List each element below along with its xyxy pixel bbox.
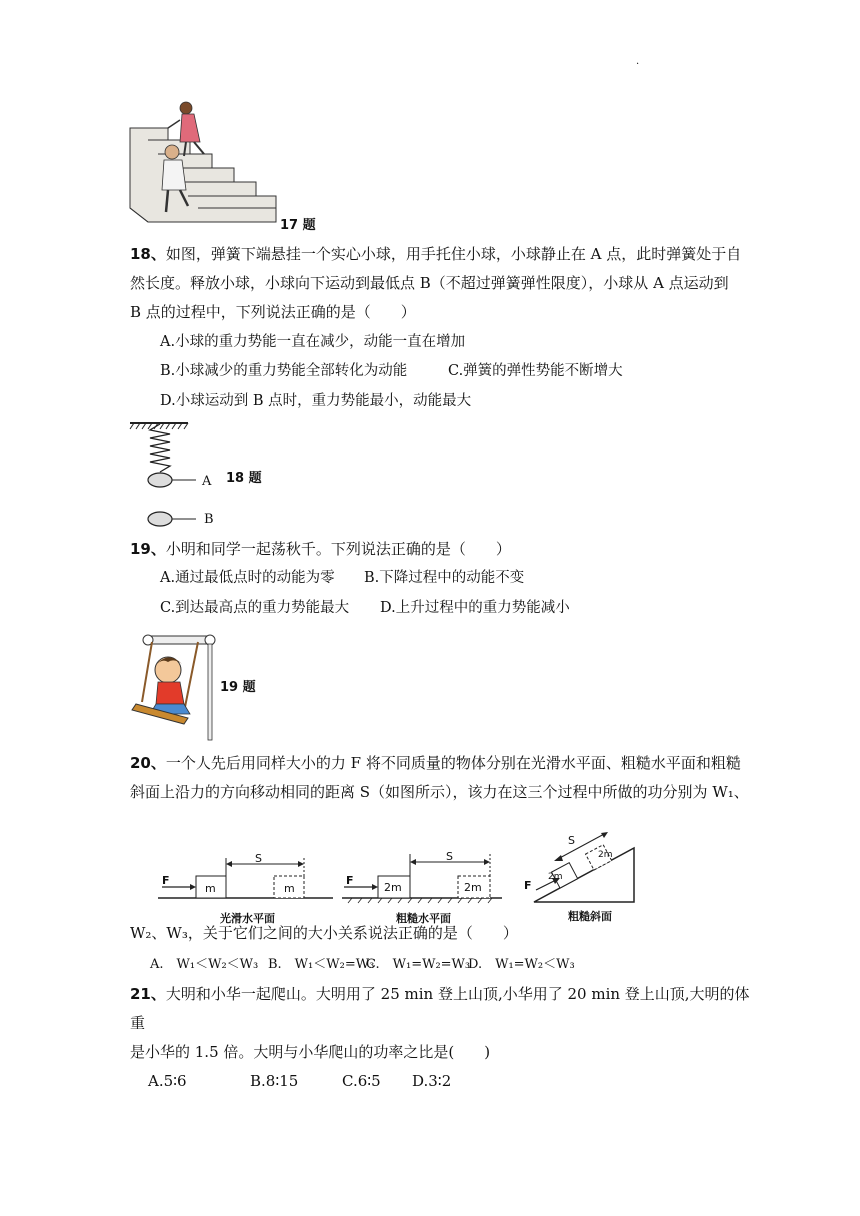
q19-number: 19、 bbox=[130, 540, 166, 558]
q17-staircase-figure bbox=[128, 98, 280, 228]
q20-line-3: W₂、W₃，关于它们之间的大小关系说法正确的是（ ） bbox=[130, 924, 518, 942]
q20-text-1: 一个人先后用同样大小的力 F 将不同质量的物体分别在光滑水平面、粗糙水平面和粗糙 bbox=[165, 754, 741, 772]
q18-number: 18、 bbox=[130, 245, 166, 263]
q20-option-c: C. W₁=W₂=W₃ bbox=[366, 957, 471, 972]
q20-fig2-distance: S bbox=[446, 850, 453, 863]
q20-figure-incline bbox=[520, 820, 640, 910]
q19-option-d: D.上升过程中的重力势能减小 bbox=[380, 600, 570, 616]
q18-option-c: C.弹簧的弹性势能不断增大 bbox=[448, 363, 623, 379]
q19-option-a: A.通过最低点时的动能为零 bbox=[160, 570, 335, 586]
q19-line-1 bbox=[130, 535, 511, 564]
q20-fig3-distance: S bbox=[568, 834, 575, 847]
q21-option-b: B.8∶15 bbox=[250, 1072, 299, 1090]
q18-option-b: B.小球减少的重力势能全部转化为动能 bbox=[160, 363, 408, 379]
q18-line-1 bbox=[130, 240, 741, 269]
spring-icon bbox=[150, 424, 170, 472]
q18-line-3: B 点的过程中，下列说法正确的是（ ） bbox=[130, 303, 416, 321]
page-mark: . bbox=[636, 56, 640, 67]
q19-text-1: 小明和同学一起荡秋千。下列说法正确的是（ ） bbox=[165, 540, 511, 558]
q18-label-b: B bbox=[204, 512, 214, 527]
q20-fig3-mass-start: 2m bbox=[548, 872, 563, 882]
q18-line-2: 然长度。释放小球，小球向下运动到最低点 B（不超过弹簧弹性限度），小球从 A 点运动到 bbox=[130, 274, 729, 292]
ball-icon bbox=[148, 473, 172, 487]
q20-fig1-force: F bbox=[162, 874, 170, 887]
ball-icon bbox=[148, 512, 172, 526]
q20-fig3-label: 粗糙斜面 bbox=[568, 910, 612, 923]
q20-option-d: D. W₁=W₂＜W₃ bbox=[468, 957, 575, 972]
child-icon bbox=[150, 657, 190, 714]
q20-line-1 bbox=[130, 749, 741, 778]
q21-number: 21、 bbox=[130, 985, 166, 1003]
q20-number: 20、 bbox=[130, 754, 166, 772]
q21-option-c: C.6∶5 bbox=[342, 1072, 381, 1090]
q20-line-2: 斜面上沿力的方向移动相同的距离 S（如图所示），该力在这三个过程中所做的功分别为 W₁、 bbox=[130, 783, 749, 801]
q20-fig1-mass-start: m bbox=[205, 882, 216, 895]
q20-option-b: B. W₁＜W₂=W₃ bbox=[268, 957, 375, 972]
q21-line-3: 是小华的 1.5 倍。大明与小华爬山的功率之比是( ) bbox=[130, 1043, 491, 1061]
q20-option-a: A. W₁＜W₂＜W₃ bbox=[150, 957, 259, 972]
q20-fig1-distance: S bbox=[255, 852, 262, 865]
q18-label-a: A bbox=[202, 474, 212, 489]
q20-fig3-mass-end: 2m bbox=[598, 850, 613, 860]
q18-option-d: D.小球运动到 B 点时，重力势能最小，动能最大 bbox=[160, 393, 472, 409]
q20-fig1-label: 光滑水平面 bbox=[220, 912, 275, 925]
q20-fig2-mass-start: 2m bbox=[384, 881, 402, 894]
q19-swing-figure bbox=[128, 632, 224, 742]
q18-text-1: 如图，弹簧下端悬挂一个实心小球，用手托住小球，小球静止在 A 点，此时弹簧处于自 bbox=[165, 245, 742, 263]
q20-fig3-force: F bbox=[524, 879, 532, 892]
q17-caption: 17 题 bbox=[280, 218, 316, 233]
q21-line-1 bbox=[130, 980, 750, 1009]
q21-line-2: 重 bbox=[130, 1014, 146, 1032]
q19-caption: 19 题 bbox=[220, 680, 256, 695]
q19-option-b: B.下降过程中的动能不变 bbox=[364, 570, 525, 586]
q20-fig2-label: 粗糙水平面 bbox=[396, 912, 451, 925]
q19-option-c: C.到达最高点的重力势能最大 bbox=[160, 600, 350, 616]
q21-option-d: D.3∶2 bbox=[412, 1072, 452, 1090]
q18-option-a: A.小球的重力势能一直在减少，动能一直在增加 bbox=[160, 334, 466, 350]
q18-caption: 18 题 bbox=[226, 471, 262, 486]
q21-option-a: A.5∶6 bbox=[148, 1072, 187, 1090]
q21-text-1: 大明和小华一起爬山。大明用了 25 min 登上山顶,小华用了 20 min 登上山顶,大明的体 bbox=[165, 985, 750, 1003]
q20-fig1-mass-end: m bbox=[284, 882, 295, 895]
q20-fig2-force: F bbox=[346, 874, 354, 887]
q20-fig2-mass-end: 2m bbox=[464, 881, 482, 894]
